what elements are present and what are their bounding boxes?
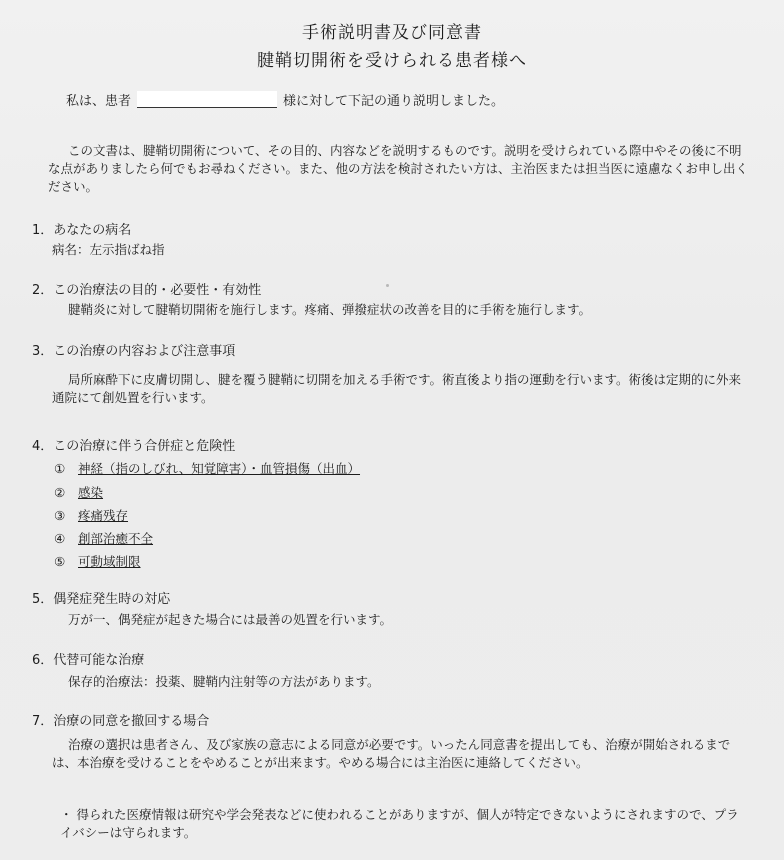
section-heading-3: 3．この治療の内容および注意事項 xyxy=(32,344,236,359)
risk-item xyxy=(54,483,103,501)
risk-number: ① xyxy=(54,461,66,476)
privacy-note: ・ 得られた医療情報は研究や学会発表などに使われることがありますが、個人が特定できないようにされますので、プライバシーは守られます。 xyxy=(60,807,739,840)
section-heading-5: 5．偶発症発生時の対応 xyxy=(32,592,171,607)
section-heading-1: 1．あなたの病名 xyxy=(32,223,132,238)
risk-number: ③ xyxy=(54,508,66,523)
risk-number: ④ xyxy=(54,531,66,546)
document-subtitle: 腱鞘切開術を受けられる患者様へ xyxy=(257,51,527,71)
risk-number: ② xyxy=(54,485,66,500)
section-heading-2: 2．この治療法の目的・必要性・有効性 xyxy=(32,283,262,298)
scan-speck xyxy=(386,284,389,287)
section-body-3: 局所麻酔下に皮膚切開し、腱を覆う腱鞘に切開を加える手術です。術直後より指の運動を行います。術後は定期的に外来通院にて創処置を行います。 xyxy=(52,372,742,405)
risk-text: 可動域制限 xyxy=(78,554,141,569)
risk-item xyxy=(54,459,360,477)
risk-item xyxy=(54,552,141,570)
risk-item xyxy=(54,506,128,524)
document-title: 手術説明書及び同意書 xyxy=(302,23,482,43)
intro-paragraph: この文書は、腱鞘切開術について、その目的、内容などを説明するものです。説明を受けられている際中やその後に不明な点がありましたら何でもお尋ねください。また、他の方法を検討されたい方は、主治医または担当医に遠慮なくお申し出ください。 xyxy=(48,143,749,194)
risk-text: 創部治癒不全 xyxy=(78,531,154,546)
risk-text: 感染 xyxy=(78,485,104,500)
intro-before: 私は、患者 xyxy=(66,94,132,109)
section-body-5: 万が一、偶発症が起きた場合には最善の処置を行います。 xyxy=(68,612,393,627)
section-heading-6: 6．代替可能な治療 xyxy=(32,653,145,668)
section-body-6: 保存的治療法：投薬、腱鞘内注射等の方法があります。 xyxy=(68,674,380,689)
section-body-7: 治療の選択は患者さん、及び家族の意志による同意が必要です。いったん同意書を提出しても、治療が開始されるまでは、本治療を受けることをやめることが出来ます。やめる場合には主治医に連絡してください。 xyxy=(52,737,731,770)
risk-text: 神経（指のしびれ、知覚障害）・血管損傷（出血） xyxy=(78,461,361,476)
risk-text: 疼痛残存 xyxy=(78,508,129,523)
intro-line xyxy=(66,90,504,109)
section-heading-7: 7．治療の同意を撤回する場合 xyxy=(32,714,210,729)
risk-item xyxy=(54,529,153,547)
intro-after: 様に対して下記の通り説明しました。 xyxy=(283,94,505,109)
section-body-2: 腱鞘炎に対して腱鞘切開術を施行します。疼痛、弾撥症状の改善を目的に手術を施行します。 xyxy=(68,302,592,317)
section-body-1: 病名：左示指ばね指 xyxy=(52,242,165,257)
risk-number: ⑤ xyxy=(54,554,66,569)
section-heading-4: 4．この治療に伴う合併症と危険性 xyxy=(32,439,236,454)
patient-name-blank xyxy=(137,91,277,108)
